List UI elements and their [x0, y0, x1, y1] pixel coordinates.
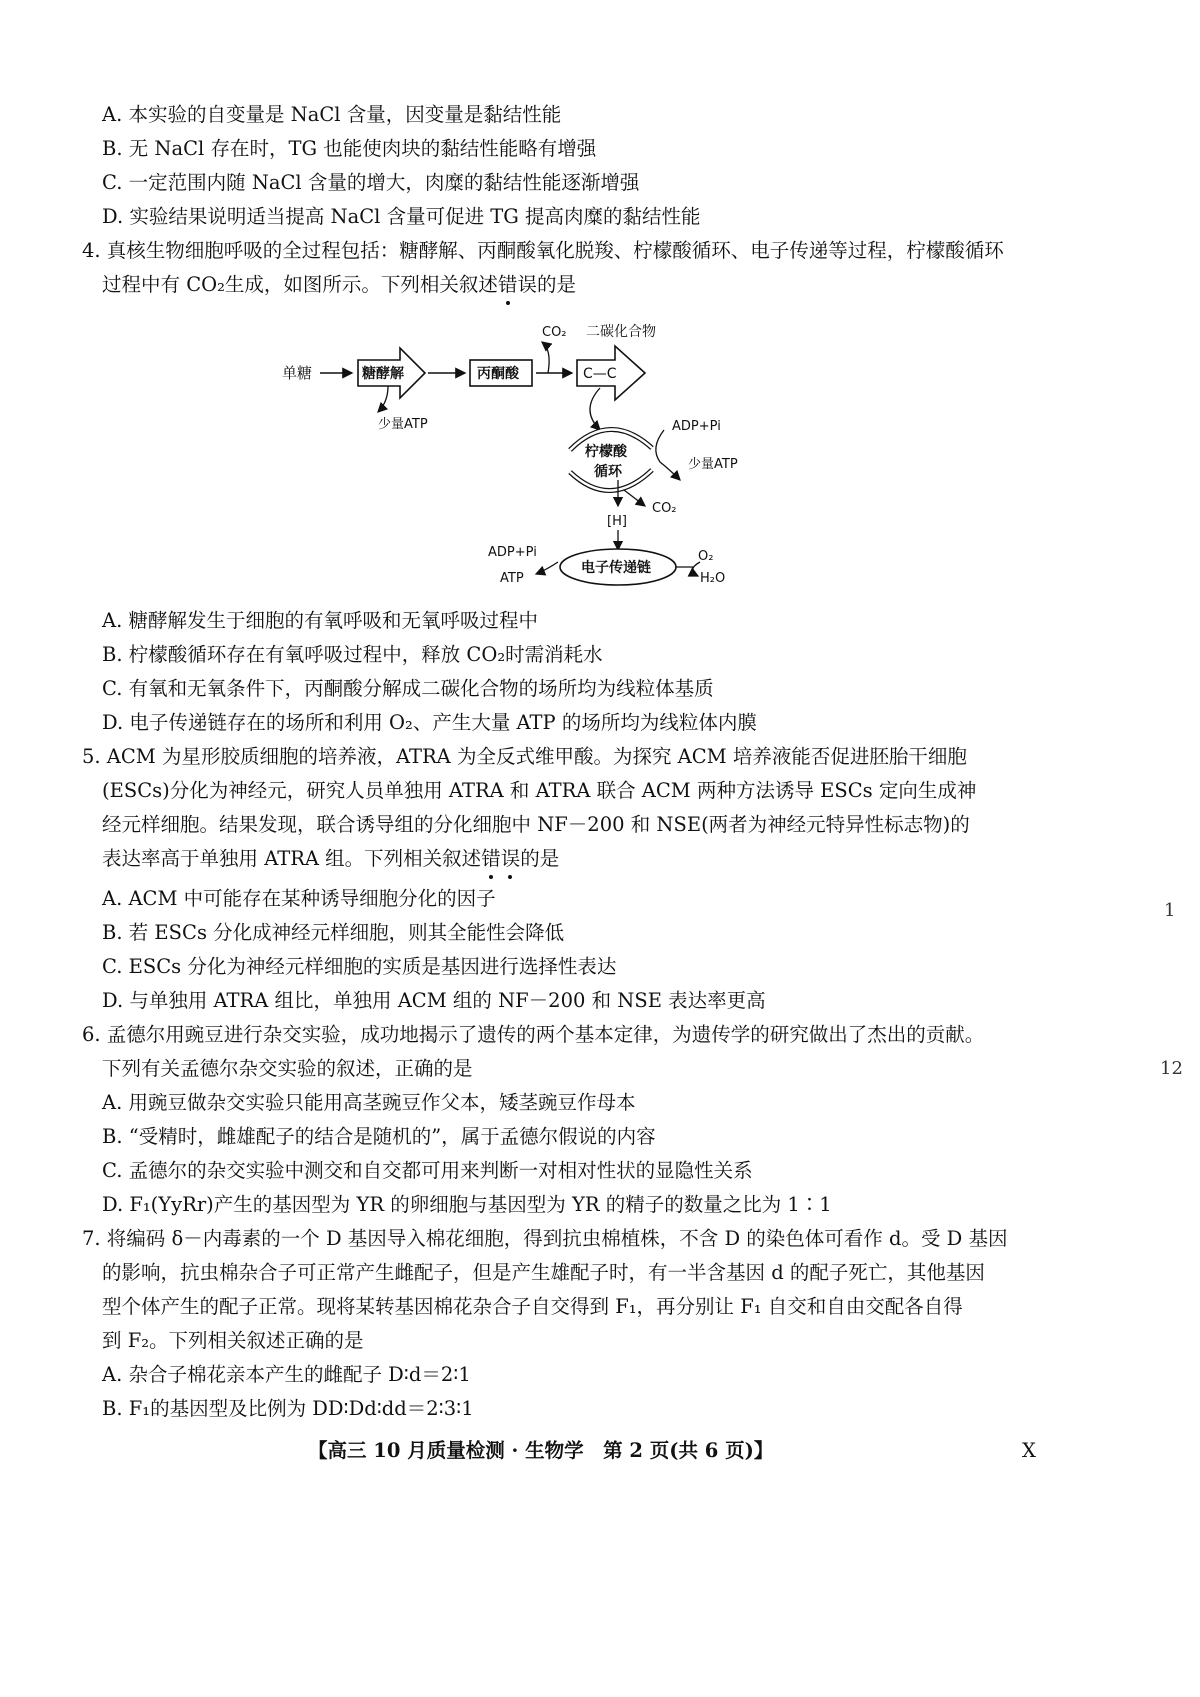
label-co2-top: CO₂: [542, 325, 567, 340]
q3-option-d: D. 实验结果说明适当提高 NaCl 含量可促进 TG 提高肉糜的黏结性能: [102, 205, 701, 228]
q4-option-c: C. 有氧和无氧条件下，丙酮酸分解成二碳化合物的场所均为线粒体基质: [102, 677, 714, 700]
label-glycolysis: 糖酵解: [362, 366, 404, 382]
q6-stem-line1: 6. 孟德尔用豌豆进行杂交实验，成功地揭示了遗传的两个基本定律，为遗传学的研究做出了杰出的贡献。: [82, 1023, 985, 1046]
q6-stem-line2: 下列有关孟德尔杂交实验的叙述，正确的是: [102, 1057, 473, 1080]
q4-stem-line1: 4. 真核生物细胞呼吸的全过程包括：糖酵解、丙酮酸氧化脱羧、柠檬酸循环、电子传递等过程，柠檬酸循环: [82, 239, 1004, 262]
q6-option-d: D. F₁(YyRr)产生的基因型为 YR 的卵细胞与基因型为 YR 的精子的数量之比为 1∶1: [102, 1193, 832, 1216]
label-co2-mid: CO₂: [652, 501, 677, 516]
page-footer: 【高三 10 月质量检测 · 生物学 第 2 页(共 6 页)】: [308, 1439, 774, 1462]
q3-option-b: B. 无 NaCl 存在时，TG 也能使肉块的黏结性能略有增强: [102, 137, 597, 160]
q6-option-c: C. 孟德尔的杂交实验中测交和自交都可用来判断一对相对性状的显隐性关系: [102, 1159, 753, 1182]
label-little-atp-2: 少量ATP: [688, 457, 738, 472]
label-adp-pi-2: ADP+Pi: [488, 545, 537, 560]
q3-option-a: A. 本实验的自变量是 NaCl 含量，因变量是黏结性能: [102, 103, 562, 126]
q5-stem-line2: (ESCs)分化为神经元，研究人员单独用 ATRA 和 ATRA 联合 ACM 两种方法诱导 ESCs 定向生成神: [102, 779, 977, 802]
label-cc: C—C: [583, 366, 617, 382]
q6-option-b: B. “受精时，雌雄配子的结合是随机的”，属于孟德尔假说的内容: [102, 1125, 656, 1148]
q5-stem-line4: 表达率高于单独用 ATRA 组。下列相关叙述错误的是: [102, 847, 560, 870]
label-pyruvate: 丙酮酸: [477, 366, 519, 382]
emphasis-mark: 误: [500, 847, 521, 870]
label-o2: O₂: [698, 549, 714, 564]
q7-option-a: A. 杂合子棉花亲本产生的雌配子 D∶d＝2∶1: [102, 1363, 471, 1386]
label-citric-cycle-1: 柠檬酸: [585, 444, 627, 460]
q7-stem-line2: 的影响，抗虫棉杂合子可正常产生雌配子，但是产生雄配子时，有一半含基因 d 的配子死亡，其他基因: [102, 1261, 985, 1284]
cellular-respiration-diagram: [282, 324, 900, 645]
q5-option-b: B. 若 ESCs 分化成神经元样细胞，则其全能性会降低: [102, 921, 565, 944]
q3-option-c: C. 一定范围内随 NaCl 含量的增大，肉糜的黏结性能逐渐增强: [102, 171, 640, 194]
q4-option-a: A. 糖酵解发生于细胞的有氧呼吸和无氧呼吸过程中: [102, 609, 538, 632]
label-atp: ATP: [500, 571, 524, 586]
label-etc: 电子传递链: [581, 560, 651, 576]
q4-option-d: D. 电子传递链存在的场所和利用 O₂、产生大量 ATP 的场所均为线粒体内膜: [102, 711, 757, 734]
label-h2o: H₂O: [700, 571, 726, 586]
q7-stem-line4: 到 F₂。下列相关叙述正确的是: [102, 1329, 364, 1352]
q5-option-c: C. ESCs 分化为神经元样细胞的实质是基因进行选择性表达: [102, 955, 617, 978]
margin-mark-1: 1: [1164, 900, 1176, 921]
q5-option-a: A. ACM 中可能存在某种诱导细胞分化的因子: [102, 887, 496, 910]
arrow-o2-h2o: [692, 562, 700, 576]
label-h: [H]: [607, 514, 627, 529]
arrow-cc-to-cycle: [590, 388, 600, 430]
label-citric-cycle-2: 循环: [594, 464, 622, 480]
arrow-adp-pi-2: [536, 562, 558, 574]
q7-stem-line3: 型个体产生的配子正常。现将某转基因棉花杂合子自交得到 F₁，再分别让 F₁ 自交和自由交配各自得: [102, 1295, 963, 1318]
label-monosaccharide: 单糖: [282, 364, 313, 382]
arrow-co2-mid: [624, 490, 645, 506]
arrow-little-atp-1: [378, 386, 388, 412]
q7-stem-line1: 7. 将编码 δ－内毒素的一个 D 基因导入棉花细胞，得到抗虫棉植株，不含 D 的染色体可看作 d。受 D 基因: [82, 1227, 1008, 1250]
emphasis-mark: 错: [481, 847, 501, 870]
q4-option-b: B. 柠檬酸循环存在有氧呼吸过程中，释放 CO₂时需消耗水: [102, 643, 603, 666]
q5-stem-line1: 5. ACM 为星形胶质细胞的培养液，ATRA 为全反式维甲酸。为探究 ACM 培养液能否促进胚胎干细胞: [82, 745, 967, 768]
q5-stem-line3: 经元样细胞。结果发现，联合诱导组的分化细胞中 NF－200 和 NSE(两者为神经元特异性标志物)的: [102, 813, 970, 836]
q7-option-b: B. F₁的基因型及比例为 DD∶Dd∶dd＝2∶3∶1: [102, 1397, 474, 1420]
label-little-atp-1: 少量ATP: [378, 417, 428, 432]
q5-option-d: D. 与单独用 ATRA 组比，单独用 ACM 组的 NF－200 和 NSE 表达率更高: [102, 989, 766, 1012]
label-two-carbon: 二碳化合物: [586, 324, 656, 340]
label-adp-pi-1: ADP+Pi: [672, 419, 721, 434]
emphasis-mark: 错: [497, 273, 518, 296]
margin-mark-2: 12: [1160, 1058, 1183, 1079]
q4-stem-line2: 过程中有 CO₂生成，如图所示。下列相关叙述错误的是: [102, 273, 576, 296]
arrow-adp-pi-1: [656, 430, 680, 480]
version-code: X: [1022, 1439, 1036, 1462]
arrow-co2-top: [542, 342, 549, 373]
q6-option-a: A. 用豌豆做杂交实验只能用高茎豌豆作父本，矮茎豌豆作母本: [102, 1091, 636, 1114]
